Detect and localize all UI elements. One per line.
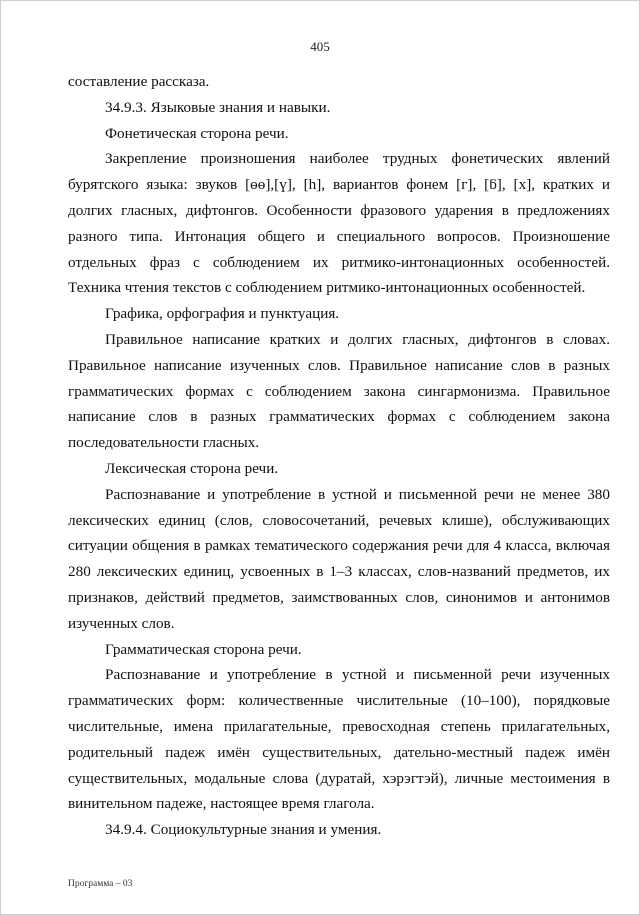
subheading-orthography: Графика, орфография и пунктуация. [105, 305, 340, 323]
page-number: 405 [310, 39, 330, 54]
body-text [68, 69, 610, 843]
subheading-grammar: Грамматическая сторона речи. [105, 640, 302, 658]
section-heading-language-skills: 34.9.3. Языковые знания и навыки. [105, 98, 331, 116]
paragraph-grammar: Распознавание и употребление в устной и письменной речи изученных грамматических форм: количественные числительные (10–100), порядковые числительные, имена прилагательные, превосходная степень прилагательных, родительный падеж имён существительных, дательно-местный падеж имён существительных, модальные слова (дуратай, хэрэгтэй), личные местоимения в винительном падеже, настоящее время глагола. [68, 666, 610, 813]
section-heading-sociocultural: 34.9.4. Социокультурные знания и умения. [105, 821, 382, 839]
subheading-lexical: Лексическая сторона речи. [105, 459, 279, 477]
paragraph-phonetics: Закрепление произношения наиболее трудных фонетических явлений бурятского языка: звуков [өө],[ү], [h], вариантов фонем [г], [ƃ], [х], кратких и долгих гласных, дифтонгов. Особенности фразового ударения в предложениях разного типа. Интонация общего и специального вопросов. Произношение отдельных фраз с соблюдением их ритмико-интонационных особенностей. Техника чтения текстов с соблюдением ритмико-интонационных особенностей. [68, 150, 610, 297]
subheading-phonetics: Фонетическая сторона речи. [105, 124, 289, 142]
footer-program-label: Программа – 03 [68, 879, 133, 889]
paragraph-continuation: составление рассказа. [68, 73, 210, 90]
paragraph-lexical: Распознавание и употребление в устной и письменной речи не менее 380 лексических единиц (слов, словосочетаний, речевых клише), обслуживающих ситуации общения в рамках тематического содержания речи для 4 класса, включая 280 лексических единиц, усвоенных в 1–3 классах, слов-названий предметов, их признаков, действий предметов, заимствованных слов, синонимов и антонимов изученных слов. [68, 485, 610, 632]
paragraph-orthography: Правильное написание кратких и долгих гласных, дифтонгов в словах. Правильное написание изученных слов. Правильное написание слов в разных грамматических формах с соблюдением закона сингармонизма. Правильное написание слов в разных грамматических формах с соблюдением закона последовательности гласных. [68, 330, 610, 452]
